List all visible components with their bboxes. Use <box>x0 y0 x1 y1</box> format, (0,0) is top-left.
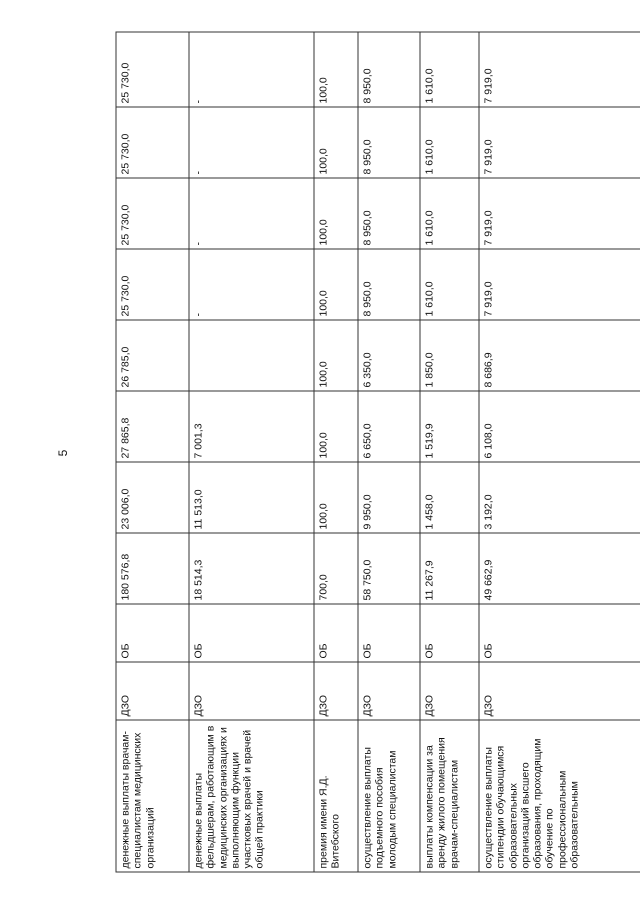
table-row <box>314 32 358 872</box>
total-cell: 49 662,9 <box>479 533 640 604</box>
total-cell: 700,0 <box>314 533 358 604</box>
year-value-cell: 100,0 <box>314 391 358 462</box>
year-value-cell: 100,0 <box>314 320 358 391</box>
year-value-cell: 8 950,0 <box>358 249 420 320</box>
year-value-cell: 9 950,0 <box>358 462 420 533</box>
executor-cell: ДЗО <box>116 662 189 720</box>
table-row <box>116 32 189 872</box>
funding-source-cell: ОБ <box>189 604 314 662</box>
year-value-cell: 11 513,0 <box>189 462 314 533</box>
year-value-cell: 7 001,3 <box>189 391 314 462</box>
measure-name-cell: денежные выплаты фельдшерам, работающим в медицинских организациях и выполняющим функции участковых врачей и врачей общей практики <box>189 720 314 872</box>
executor-cell: ДЗО <box>479 662 640 720</box>
year-value-cell: 100,0 <box>314 178 358 249</box>
year-value-cell: 25 730,0 <box>116 249 189 320</box>
year-value-cell: 1 519,9 <box>420 391 479 462</box>
year-value-cell: 1 610,0 <box>420 178 479 249</box>
budget-table <box>116 32 640 873</box>
year-value-cell: 7 919,0 <box>479 32 640 107</box>
year-value-cell: - <box>189 32 314 107</box>
year-value-cell: 25 730,0 <box>116 32 189 107</box>
year-value-cell: 27 865,8 <box>116 391 189 462</box>
measure-name-cell: осуществление выплаты подъемного пособия молодым специалистам <box>358 720 420 872</box>
measure-name-cell: выплаты компенсации за аренду жилого помещения врачам-специалистам <box>420 720 479 872</box>
year-value-cell: 26 785,0 <box>116 320 189 391</box>
year-value-cell: - <box>189 107 314 178</box>
measure-name-cell: осуществление выплаты стипендии обучающимся образовательных организаций высшего образования, проходящим обучение по профессиональным образовательным <box>479 720 640 872</box>
total-cell: 11 267,9 <box>420 533 479 604</box>
year-value-cell: 6 350,0 <box>358 320 420 391</box>
year-value-cell: 1 458,0 <box>420 462 479 533</box>
year-value-cell: 8 686,9 <box>479 320 640 391</box>
year-value-cell: 7 919,0 <box>479 178 640 249</box>
year-value-cell: 100,0 <box>314 32 358 107</box>
year-value-cell: - <box>189 178 314 249</box>
measure-name-cell: денежные выплаты врачам-специалистам медицинских организаций <box>116 720 189 872</box>
table-row <box>420 32 479 872</box>
executor-cell: ДЗО <box>189 662 314 720</box>
executor-cell: ДЗО <box>314 662 358 720</box>
table-row <box>358 32 420 872</box>
year-value-cell: 6 108,0 <box>479 391 640 462</box>
measure-name-cell: премия имени Я.Д. Витебского <box>314 720 358 872</box>
year-value-cell: - <box>189 249 314 320</box>
rotated-table-container <box>116 33 640 873</box>
total-cell: 58 750,0 <box>358 533 420 604</box>
year-value-cell: 100,0 <box>314 107 358 178</box>
page-number: 5 <box>56 449 70 457</box>
funding-source-cell: ОБ <box>358 604 420 662</box>
table-row <box>189 32 314 872</box>
funding-source-cell: ОБ <box>420 604 479 662</box>
year-value-cell: 7 919,0 <box>479 107 640 178</box>
total-cell: 180 576,8 <box>116 533 189 604</box>
table-row <box>479 32 640 872</box>
year-value-cell: 1 610,0 <box>420 107 479 178</box>
year-value-cell: 8 950,0 <box>358 32 420 107</box>
year-value-cell: 25 730,0 <box>116 178 189 249</box>
year-value-cell: 23 006,0 <box>116 462 189 533</box>
year-value-cell: 100,0 <box>314 249 358 320</box>
funding-source-cell: ОБ <box>314 604 358 662</box>
year-value-cell <box>189 320 314 391</box>
year-value-cell: 6 650,0 <box>358 391 420 462</box>
executor-cell: ДЗО <box>420 662 479 720</box>
year-value-cell: 1 610,0 <box>420 32 479 107</box>
total-cell: 18 514,3 <box>189 533 314 604</box>
executor-cell: ДЗО <box>358 662 420 720</box>
year-value-cell: 8 950,0 <box>358 107 420 178</box>
year-value-cell: 25 730,0 <box>116 107 189 178</box>
year-value-cell: 3 192,0 <box>479 462 640 533</box>
funding-source-cell: ОБ <box>479 604 640 662</box>
year-value-cell: 1 610,0 <box>420 249 479 320</box>
year-value-cell: 8 950,0 <box>358 178 420 249</box>
year-value-cell: 100,0 <box>314 462 358 533</box>
year-value-cell: 1 850,0 <box>420 320 479 391</box>
year-value-cell: 7 919,0 <box>479 249 640 320</box>
funding-source-cell: ОБ <box>116 604 189 662</box>
